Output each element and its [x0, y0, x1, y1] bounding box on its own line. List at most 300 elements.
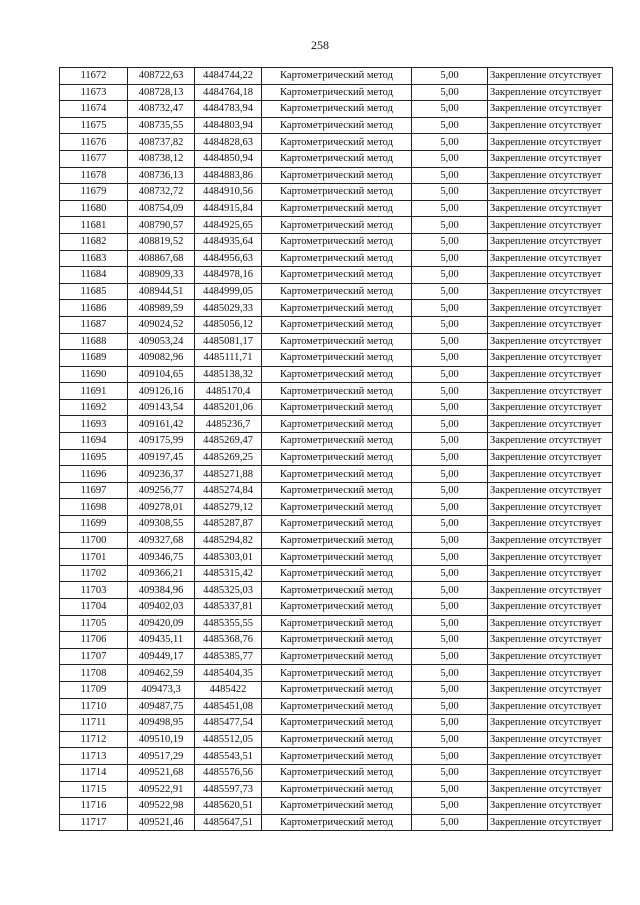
fixation-cell: Закрепление отсутствует — [488, 599, 613, 616]
x-coordinate-cell: 409435,11 — [128, 632, 195, 649]
table-row — [60, 814, 613, 831]
x-coordinate-cell: 409256,77 — [128, 482, 195, 499]
table-row — [60, 383, 613, 400]
y-coordinate-cell: 4485111,71 — [195, 350, 262, 367]
table-row — [60, 101, 613, 118]
accuracy-cell: 5,00 — [412, 798, 488, 815]
method-cell: Картометрический метод — [262, 350, 412, 367]
y-coordinate-cell: 4485236,7 — [195, 416, 262, 433]
y-coordinate-cell: 4485597,73 — [195, 781, 262, 798]
x-coordinate-cell: 409053,24 — [128, 333, 195, 350]
method-cell: Картометрический метод — [262, 399, 412, 416]
method-cell: Картометрический метод — [262, 366, 412, 383]
accuracy-cell: 5,00 — [412, 333, 488, 350]
method-cell: Картометрический метод — [262, 599, 412, 616]
method-cell: Картометрический метод — [262, 167, 412, 184]
y-coordinate-cell: 4484915,84 — [195, 200, 262, 217]
point-number-cell: 11698 — [60, 499, 128, 516]
accuracy-cell: 5,00 — [412, 134, 488, 151]
x-coordinate-cell: 408736,13 — [128, 167, 195, 184]
fixation-cell: Закрепление отсутствует — [488, 333, 613, 350]
fixation-cell: Закрепление отсутствует — [488, 648, 613, 665]
fixation-cell: Закрепление отсутствует — [488, 416, 613, 433]
method-cell: Картометрический метод — [262, 516, 412, 533]
point-number-cell: 11710 — [60, 698, 128, 715]
point-number-cell: 11693 — [60, 416, 128, 433]
y-coordinate-cell: 4484910,56 — [195, 184, 262, 201]
table-row — [60, 715, 613, 732]
accuracy-cell: 5,00 — [412, 233, 488, 250]
table-row — [60, 167, 613, 184]
point-number-cell: 11684 — [60, 267, 128, 284]
method-cell: Картометрический метод — [262, 68, 412, 85]
fixation-cell: Закрепление отсутствует — [488, 433, 613, 450]
fixation-cell: Закрепление отсутствует — [488, 399, 613, 416]
table-row — [60, 184, 613, 201]
table-row — [60, 781, 613, 798]
point-number-cell: 11685 — [60, 283, 128, 300]
x-coordinate-cell: 409522,91 — [128, 781, 195, 798]
accuracy-cell: 5,00 — [412, 68, 488, 85]
x-coordinate-cell: 409104,65 — [128, 366, 195, 383]
fixation-cell: Закрепление отсутствует — [488, 565, 613, 582]
point-number-cell: 11701 — [60, 549, 128, 566]
x-coordinate-cell: 408737,82 — [128, 134, 195, 151]
coordinates-table — [59, 67, 613, 831]
table-row — [60, 681, 613, 698]
fixation-cell: Закрепление отсутствует — [488, 250, 613, 267]
accuracy-cell: 5,00 — [412, 283, 488, 300]
point-number-cell: 11692 — [60, 399, 128, 416]
y-coordinate-cell: 4485325,03 — [195, 582, 262, 599]
method-cell: Картометрический метод — [262, 482, 412, 499]
point-number-cell: 11708 — [60, 665, 128, 682]
point-number-cell: 11686 — [60, 300, 128, 317]
x-coordinate-cell: 409161,42 — [128, 416, 195, 433]
y-coordinate-cell: 4485056,12 — [195, 316, 262, 333]
table-row — [60, 565, 613, 582]
y-coordinate-cell: 4484883,86 — [195, 167, 262, 184]
table-row — [60, 233, 613, 250]
accuracy-cell: 5,00 — [412, 599, 488, 616]
point-number-cell: 11673 — [60, 84, 128, 101]
fixation-cell: Закрепление отсутствует — [488, 764, 613, 781]
fixation-cell: Закрепление отсутствует — [488, 549, 613, 566]
y-coordinate-cell: 4484999,05 — [195, 283, 262, 300]
method-cell: Картометрический метод — [262, 781, 412, 798]
table-row — [60, 698, 613, 715]
fixation-cell: Закрепление отсутствует — [488, 798, 613, 815]
fixation-cell: Закрепление отсутствует — [488, 582, 613, 599]
accuracy-cell: 5,00 — [412, 516, 488, 533]
fixation-cell: Закрепление отсутствует — [488, 233, 613, 250]
y-coordinate-cell: 4484978,16 — [195, 267, 262, 284]
x-coordinate-cell: 409517,29 — [128, 748, 195, 765]
method-cell: Картометрический метод — [262, 117, 412, 134]
y-coordinate-cell: 4484925,65 — [195, 217, 262, 234]
y-coordinate-cell: 4485404,35 — [195, 665, 262, 682]
x-coordinate-cell: 409522,98 — [128, 798, 195, 815]
x-coordinate-cell: 409402,03 — [128, 599, 195, 616]
y-coordinate-cell: 4485271,88 — [195, 466, 262, 483]
table-row — [60, 68, 613, 85]
x-coordinate-cell: 408728,13 — [128, 84, 195, 101]
point-number-cell: 11689 — [60, 350, 128, 367]
point-number-cell: 11690 — [60, 366, 128, 383]
x-coordinate-cell: 408989,59 — [128, 300, 195, 317]
accuracy-cell: 5,00 — [412, 250, 488, 267]
x-coordinate-cell: 409498,95 — [128, 715, 195, 732]
fixation-cell: Закрепление отсутствует — [488, 200, 613, 217]
y-coordinate-cell: 4485422 — [195, 681, 262, 698]
fixation-cell: Закрепление отсутствует — [488, 283, 613, 300]
point-number-cell: 11702 — [60, 565, 128, 582]
point-number-cell: 11715 — [60, 781, 128, 798]
accuracy-cell: 5,00 — [412, 117, 488, 134]
fixation-cell: Закрепление отсутствует — [488, 184, 613, 201]
point-number-cell: 11683 — [60, 250, 128, 267]
accuracy-cell: 5,00 — [412, 101, 488, 118]
accuracy-cell: 5,00 — [412, 150, 488, 167]
method-cell: Картометрический метод — [262, 698, 412, 715]
method-cell: Картометрический метод — [262, 333, 412, 350]
fixation-cell: Закрепление отсутствует — [488, 632, 613, 649]
x-coordinate-cell: 408944,51 — [128, 283, 195, 300]
accuracy-cell: 5,00 — [412, 300, 488, 317]
accuracy-cell: 5,00 — [412, 449, 488, 466]
x-coordinate-cell: 409236,37 — [128, 466, 195, 483]
fixation-cell: Закрепление отсутствует — [488, 217, 613, 234]
method-cell: Картометрический метод — [262, 84, 412, 101]
x-coordinate-cell: 408790,57 — [128, 217, 195, 234]
x-coordinate-cell: 409346,75 — [128, 549, 195, 566]
table-row — [60, 731, 613, 748]
x-coordinate-cell: 409308,55 — [128, 516, 195, 533]
x-coordinate-cell: 409521,68 — [128, 764, 195, 781]
method-cell: Картометрический метод — [262, 383, 412, 400]
table-row — [60, 748, 613, 765]
table-row — [60, 764, 613, 781]
accuracy-cell: 5,00 — [412, 433, 488, 450]
accuracy-cell: 5,00 — [412, 648, 488, 665]
fixation-cell: Закрепление отсутствует — [488, 499, 613, 516]
table-row — [60, 333, 613, 350]
point-number-cell: 11711 — [60, 715, 128, 732]
x-coordinate-cell: 409082,96 — [128, 350, 195, 367]
x-coordinate-cell: 409278,01 — [128, 499, 195, 516]
method-cell: Картометрический метод — [262, 665, 412, 682]
table-body — [60, 68, 613, 831]
method-cell: Картометрический метод — [262, 283, 412, 300]
table-row — [60, 217, 613, 234]
table-row — [60, 582, 613, 599]
fixation-cell: Закрепление отсутствует — [488, 68, 613, 85]
accuracy-cell: 5,00 — [412, 565, 488, 582]
x-coordinate-cell: 409366,21 — [128, 565, 195, 582]
x-coordinate-cell: 409487,75 — [128, 698, 195, 715]
y-coordinate-cell: 4485138,32 — [195, 366, 262, 383]
y-coordinate-cell: 4484956,63 — [195, 250, 262, 267]
x-coordinate-cell: 408732,72 — [128, 184, 195, 201]
accuracy-cell: 5,00 — [412, 582, 488, 599]
y-coordinate-cell: 4484744,22 — [195, 68, 262, 85]
accuracy-cell: 5,00 — [412, 698, 488, 715]
point-number-cell: 11681 — [60, 217, 128, 234]
y-coordinate-cell: 4485081,17 — [195, 333, 262, 350]
fixation-cell: Закрепление отсутствует — [488, 516, 613, 533]
method-cell: Картометрический метод — [262, 681, 412, 698]
point-number-cell: 11679 — [60, 184, 128, 201]
fixation-cell: Закрепление отсутствует — [488, 267, 613, 284]
fixation-cell: Закрепление отсутствует — [488, 316, 613, 333]
method-cell: Картометрический метод — [262, 200, 412, 217]
x-coordinate-cell: 408735,55 — [128, 117, 195, 134]
method-cell: Картометрический метод — [262, 233, 412, 250]
method-cell: Картометрический метод — [262, 715, 412, 732]
table-row — [60, 549, 613, 566]
fixation-cell: Закрепление отсутствует — [488, 665, 613, 682]
point-number-cell: 11674 — [60, 101, 128, 118]
method-cell: Картометрический метод — [262, 134, 412, 151]
fixation-cell: Закрепление отсутствует — [488, 134, 613, 151]
point-number-cell: 11714 — [60, 764, 128, 781]
y-coordinate-cell: 4485355,55 — [195, 615, 262, 632]
fixation-cell: Закрепление отсутствует — [488, 117, 613, 134]
accuracy-cell: 5,00 — [412, 748, 488, 765]
accuracy-cell: 5,00 — [412, 167, 488, 184]
accuracy-cell: 5,00 — [412, 466, 488, 483]
accuracy-cell: 5,00 — [412, 681, 488, 698]
point-number-cell: 11705 — [60, 615, 128, 632]
fixation-cell: Закрепление отсутствует — [488, 748, 613, 765]
method-cell: Картометрический метод — [262, 549, 412, 566]
x-coordinate-cell: 408754,09 — [128, 200, 195, 217]
table-row — [60, 433, 613, 450]
point-number-cell: 11716 — [60, 798, 128, 815]
y-coordinate-cell: 4485287,87 — [195, 516, 262, 533]
method-cell: Картометрический метод — [262, 648, 412, 665]
accuracy-cell: 5,00 — [412, 499, 488, 516]
y-coordinate-cell: 4485368,76 — [195, 632, 262, 649]
y-coordinate-cell: 4485201,06 — [195, 399, 262, 416]
table-row — [60, 482, 613, 499]
point-number-cell: 11712 — [60, 731, 128, 748]
method-cell: Картометрический метод — [262, 532, 412, 549]
y-coordinate-cell: 4485512,05 — [195, 731, 262, 748]
point-number-cell: 11706 — [60, 632, 128, 649]
accuracy-cell: 5,00 — [412, 217, 488, 234]
point-number-cell: 11676 — [60, 134, 128, 151]
table-row — [60, 117, 613, 134]
x-coordinate-cell: 409327,68 — [128, 532, 195, 549]
table-row — [60, 466, 613, 483]
y-coordinate-cell: 4485543,51 — [195, 748, 262, 765]
accuracy-cell: 5,00 — [412, 416, 488, 433]
table-row — [60, 350, 613, 367]
accuracy-cell: 5,00 — [412, 366, 488, 383]
y-coordinate-cell: 4485647,51 — [195, 814, 262, 831]
point-number-cell: 11707 — [60, 648, 128, 665]
method-cell: Картометрический метод — [262, 466, 412, 483]
fixation-cell: Закрепление отсутствует — [488, 532, 613, 549]
point-number-cell: 11713 — [60, 748, 128, 765]
accuracy-cell: 5,00 — [412, 764, 488, 781]
point-number-cell: 11680 — [60, 200, 128, 217]
fixation-cell: Закрепление отсутствует — [488, 101, 613, 118]
method-cell: Картометрический метод — [262, 433, 412, 450]
x-coordinate-cell: 409126,16 — [128, 383, 195, 400]
y-coordinate-cell: 4485315,42 — [195, 565, 262, 582]
y-coordinate-cell: 4485620,51 — [195, 798, 262, 815]
x-coordinate-cell: 409473,3 — [128, 681, 195, 698]
table-row — [60, 648, 613, 665]
method-cell: Картометрический метод — [262, 217, 412, 234]
point-number-cell: 11687 — [60, 316, 128, 333]
method-cell: Картометрический метод — [262, 615, 412, 632]
method-cell: Картометрический метод — [262, 814, 412, 831]
y-coordinate-cell: 4485451,08 — [195, 698, 262, 715]
y-coordinate-cell: 4485294,82 — [195, 532, 262, 549]
method-cell: Картометрический метод — [262, 184, 412, 201]
method-cell: Картометрический метод — [262, 731, 412, 748]
page-number: 258 — [311, 38, 329, 52]
table-row — [60, 316, 613, 333]
table-row — [60, 200, 613, 217]
accuracy-cell: 5,00 — [412, 267, 488, 284]
method-cell: Картометрический метод — [262, 150, 412, 167]
x-coordinate-cell: 408738,12 — [128, 150, 195, 167]
method-cell: Картометрический метод — [262, 748, 412, 765]
x-coordinate-cell: 409462,59 — [128, 665, 195, 682]
accuracy-cell: 5,00 — [412, 731, 488, 748]
fixation-cell: Закрепление отсутствует — [488, 466, 613, 483]
accuracy-cell: 5,00 — [412, 632, 488, 649]
point-number-cell: 11694 — [60, 433, 128, 450]
method-cell: Картометрический метод — [262, 300, 412, 317]
accuracy-cell: 5,00 — [412, 84, 488, 101]
y-coordinate-cell: 4485303,01 — [195, 549, 262, 566]
table-row — [60, 283, 613, 300]
method-cell: Картометрический метод — [262, 101, 412, 118]
method-cell: Картометрический метод — [262, 449, 412, 466]
point-number-cell: 11700 — [60, 532, 128, 549]
point-number-cell: 11709 — [60, 681, 128, 698]
x-coordinate-cell: 409420,09 — [128, 615, 195, 632]
y-coordinate-cell: 4485269,25 — [195, 449, 262, 466]
accuracy-cell: 5,00 — [412, 814, 488, 831]
y-coordinate-cell: 4484803,94 — [195, 117, 262, 134]
fixation-cell: Закрепление отсутствует — [488, 84, 613, 101]
fixation-cell: Закрепление отсутствует — [488, 150, 613, 167]
table-row — [60, 134, 613, 151]
y-coordinate-cell: 4484935,64 — [195, 233, 262, 250]
fixation-cell: Закрепление отсутствует — [488, 350, 613, 367]
method-cell: Картометрический метод — [262, 250, 412, 267]
fixation-cell: Закрепление отсутствует — [488, 698, 613, 715]
table-row — [60, 250, 613, 267]
y-coordinate-cell: 4485279,12 — [195, 499, 262, 516]
accuracy-cell: 5,00 — [412, 615, 488, 632]
point-number-cell: 11672 — [60, 68, 128, 85]
table-row — [60, 532, 613, 549]
accuracy-cell: 5,00 — [412, 532, 488, 549]
point-number-cell: 11688 — [60, 333, 128, 350]
table-row — [60, 632, 613, 649]
x-coordinate-cell: 409384,96 — [128, 582, 195, 599]
y-coordinate-cell: 4485029,33 — [195, 300, 262, 317]
y-coordinate-cell: 4484850,94 — [195, 150, 262, 167]
point-number-cell: 11697 — [60, 482, 128, 499]
table-row — [60, 798, 613, 815]
x-coordinate-cell: 409024,52 — [128, 316, 195, 333]
accuracy-cell: 5,00 — [412, 781, 488, 798]
y-coordinate-cell: 4484828,63 — [195, 134, 262, 151]
point-number-cell: 11678 — [60, 167, 128, 184]
accuracy-cell: 5,00 — [412, 715, 488, 732]
x-coordinate-cell: 408867,68 — [128, 250, 195, 267]
point-number-cell: 11699 — [60, 516, 128, 533]
accuracy-cell: 5,00 — [412, 200, 488, 217]
method-cell: Картометрический метод — [262, 565, 412, 582]
point-number-cell: 11675 — [60, 117, 128, 134]
y-coordinate-cell: 4485477,54 — [195, 715, 262, 732]
point-number-cell: 11695 — [60, 449, 128, 466]
x-coordinate-cell: 409449,17 — [128, 648, 195, 665]
accuracy-cell: 5,00 — [412, 350, 488, 367]
fixation-cell: Закрепление отсутствует — [488, 715, 613, 732]
fixation-cell: Закрепление отсутствует — [488, 366, 613, 383]
table-row — [60, 499, 613, 516]
fixation-cell: Закрепление отсутствует — [488, 449, 613, 466]
point-number-cell: 11717 — [60, 814, 128, 831]
method-cell: Картометрический метод — [262, 582, 412, 599]
table-row — [60, 516, 613, 533]
table-row — [60, 84, 613, 101]
table-row — [60, 300, 613, 317]
method-cell: Картометрический метод — [262, 416, 412, 433]
accuracy-cell: 5,00 — [412, 665, 488, 682]
fixation-cell: Закрепление отсутствует — [488, 814, 613, 831]
y-coordinate-cell: 4485170,4 — [195, 383, 262, 400]
method-cell: Картометрический метод — [262, 798, 412, 815]
table-row — [60, 150, 613, 167]
method-cell: Картометрический метод — [262, 632, 412, 649]
x-coordinate-cell: 408732,47 — [128, 101, 195, 118]
accuracy-cell: 5,00 — [412, 482, 488, 499]
table-row — [60, 416, 613, 433]
x-coordinate-cell: 409143,54 — [128, 399, 195, 416]
accuracy-cell: 5,00 — [412, 316, 488, 333]
fixation-cell: Закрепление отсутствует — [488, 167, 613, 184]
y-coordinate-cell: 4484783,94 — [195, 101, 262, 118]
table-row — [60, 449, 613, 466]
fixation-cell: Закрепление отсутствует — [488, 482, 613, 499]
method-cell: Картометрический метод — [262, 267, 412, 284]
x-coordinate-cell: 408909,33 — [128, 267, 195, 284]
point-number-cell: 11677 — [60, 150, 128, 167]
point-number-cell: 11691 — [60, 383, 128, 400]
accuracy-cell: 5,00 — [412, 399, 488, 416]
x-coordinate-cell: 409521,46 — [128, 814, 195, 831]
point-number-cell: 11696 — [60, 466, 128, 483]
y-coordinate-cell: 4484764,18 — [195, 84, 262, 101]
x-coordinate-cell: 408819,52 — [128, 233, 195, 250]
x-coordinate-cell: 409197,45 — [128, 449, 195, 466]
fixation-cell: Закрепление отсутствует — [488, 681, 613, 698]
table-row — [60, 615, 613, 632]
fixation-cell: Закрепление отсутствует — [488, 300, 613, 317]
y-coordinate-cell: 4485269,47 — [195, 433, 262, 450]
